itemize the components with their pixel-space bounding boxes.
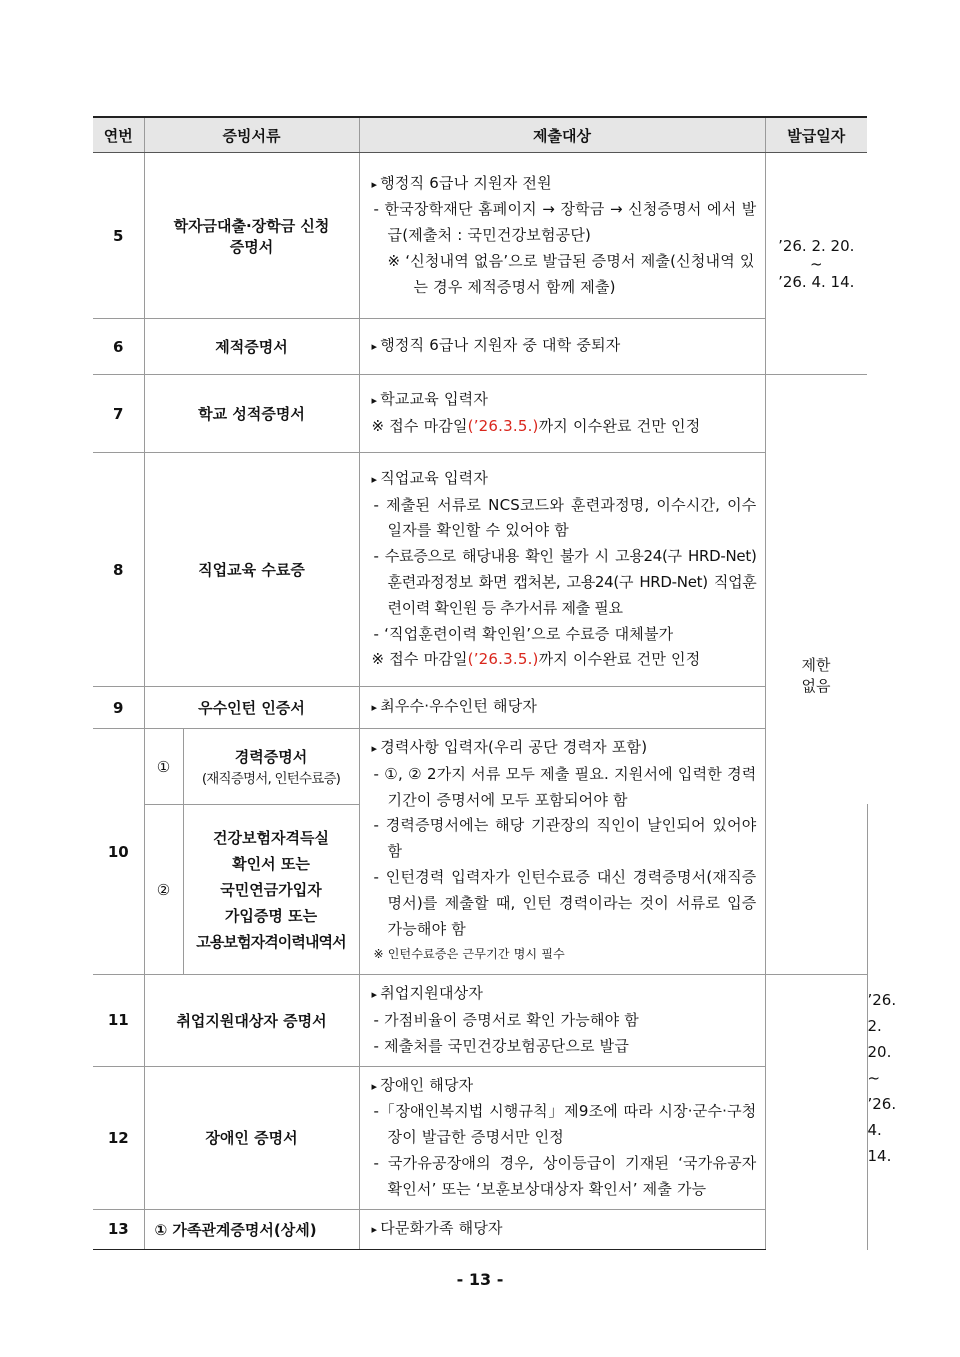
target-line: - 경력증명서에는 해당 기관장의 직인이 날인되어 있어야 함 — [373, 816, 757, 861]
header-target: 제출대상 — [359, 117, 765, 153]
header-no: 연번 — [93, 117, 144, 153]
row-target — [359, 1209, 765, 1249]
target-line: - 제출된 서류로 NCS코드와 훈련과정명, 이수시간, 이수일자를 확인할 수 있어야 함 — [373, 495, 757, 540]
deadline-date: (’26.3.5.) — [467, 417, 539, 435]
target-line: - 가점비율이 증명서로 확인 가능해야 함 — [373, 1010, 639, 1029]
table-row — [93, 729, 867, 805]
target-line: - ①, ② 2가지 서류 모두 제출 필요. 지원서에 입력한 경력기간이 증명서에 모두 포함되어야 함 — [373, 764, 757, 809]
table-header-row — [93, 117, 867, 153]
sub-number: ② — [144, 805, 183, 975]
doc-line: 건강보험자격득실 — [213, 828, 329, 847]
row-no: 5 — [93, 153, 144, 319]
row-target — [359, 687, 765, 729]
row-target — [359, 1066, 765, 1209]
target-line: - 제출처를 국민건강보험공단으로 발급 — [373, 1036, 630, 1055]
date-line: ~ — [809, 254, 823, 273]
table-row: ② 건강보험자격득실 확인서 또는 국민연금가입자 가입증명 또는 고용보험자격이력내역서 ’26. 2. 20. ~ ’26. 4. 14. — [93, 805, 867, 975]
target-line: ▸ 행정직 6급나 지원자 중 대학 중퇴자 — [372, 333, 757, 360]
date-line: ’26. 4. 14. — [778, 272, 855, 291]
table-row — [93, 687, 867, 729]
note-text: 까지 이수완료 건만 인정 — [538, 650, 701, 669]
target-line: - ‘직업훈련이력 확인원’으로 수료증 대체불가 — [373, 624, 674, 643]
table-row — [93, 1066, 867, 1209]
table-row — [93, 453, 867, 687]
row-target — [359, 153, 765, 319]
row-no: 6 — [93, 319, 144, 375]
target-line: ▸ 다문화가족 해당자 — [372, 1216, 757, 1243]
row-target — [359, 729, 765, 975]
target-line — [372, 647, 757, 673]
doc-line: 고용보험자격이력내역서 — [196, 932, 346, 951]
target-line: ※ ‘신청내역 없음’으로 발급된 증명서 제출(신청내역 있는 경우 제적증명서 함께 제출) — [387, 251, 755, 296]
table-row — [93, 375, 867, 453]
row-doc: 취업지원대상자 증명서 — [144, 975, 359, 1066]
target-line: - 인턴경력 입력자가 인턴수료증 대신 경력증명서(재직증명서)를 제출할 때, 인턴 경력이라는 것이 서류로 입증 가능해야 함 — [373, 867, 757, 938]
target-line: ▸ 학교교육 입력자 — [372, 387, 757, 414]
doc-line: 학자금대출·장학금 신청 — [173, 216, 330, 235]
note-text: ※ 접수 마감일 — [371, 417, 468, 435]
issue-date — [765, 153, 867, 375]
target-line: ▸ 장애인 해당자 — [372, 1073, 757, 1100]
target-line: ▸ 직업교육 입력자 — [372, 466, 757, 493]
row-doc: ① 가족관계증명서(상세) — [144, 1209, 359, 1249]
header-doc: 증빙서류 — [144, 117, 359, 153]
target-line: ▸ 경력사항 입력자(우리 공단 경력자 포함) — [372, 735, 757, 762]
row-doc — [183, 729, 359, 805]
target-line: ▸ 최우수·우수인턴 해당자 — [372, 694, 757, 721]
row-doc — [183, 805, 359, 975]
evidence-documents-table — [93, 116, 897, 1250]
doc-line: 가입증명 또는 — [224, 906, 318, 925]
date-line: 제한 — [801, 655, 831, 674]
row-doc: 우수인턴 인증서 — [144, 687, 359, 729]
target-line: ▸ 취업지원대상자 — [372, 981, 757, 1008]
row-target — [359, 975, 765, 1066]
row-doc: 장애인 증명서 — [144, 1066, 359, 1209]
header-date: 발급일자 — [765, 117, 867, 153]
target-line — [372, 414, 757, 440]
row-target — [359, 453, 765, 687]
note-text: 까지 이수완료 건만 인정 — [538, 417, 701, 435]
doc-line: (재직증명서, 인턴수료증) — [201, 771, 341, 787]
row-target — [359, 375, 765, 453]
target-line: - 수료증으로 해당내용 확인 불가 시 고용24(구 HRD-Net) 훈련과정정보 화면 캡처본, 고용24(구 HRD-Net) 직업훈련이력 확인원 등 추가서류 제출 필요 — [373, 547, 757, 617]
row-target — [359, 319, 765, 375]
row-no: 9 — [93, 687, 144, 729]
row-no: 11 — [93, 975, 144, 1066]
target-line: ▸ 행정직 6급나 지원자 전원 — [372, 171, 757, 198]
date-line: 없음 — [801, 676, 831, 695]
date-line: ’26. 2. 20. — [778, 236, 855, 255]
table-row — [93, 319, 867, 375]
table-row — [93, 153, 867, 319]
table-row — [93, 975, 867, 1066]
row-no: 8 — [93, 453, 144, 687]
page-number: - 13 - — [456, 1270, 504, 1289]
row-no: 10 — [93, 729, 144, 975]
doc-line: 증명서 — [229, 237, 274, 256]
note-text: ※ 접수 마감일 — [371, 650, 468, 669]
target-line: ※ 인턴수료증은 근무기간 명시 필수 — [373, 947, 565, 962]
doc-line: 경력증명서 — [234, 748, 308, 766]
row-doc: 제적증명서 — [144, 319, 359, 375]
row-doc: 직업교육 수료증 — [144, 453, 359, 687]
row-doc: 학교 성적증명서 — [144, 375, 359, 453]
deadline-date: (’26.3.5.) — [467, 650, 539, 669]
sub-number: ① — [144, 729, 183, 805]
doc-line: 확인서 또는 — [232, 854, 310, 873]
row-doc — [144, 153, 359, 319]
table-row — [93, 1209, 867, 1249]
issue-date — [765, 375, 867, 975]
target-line: -「장애인복지법 시행규칙」제9조에 따라 시장·군수·구청장이 발급한 증명서만 인정 — [373, 1102, 757, 1147]
target-line: - 한국장학재단 홈페이지 → 장학금 → 신청증명서 에서 발급(제출처 : 국민건강보험공단) — [373, 200, 757, 245]
row-no: 7 — [93, 375, 144, 453]
row-no: 13 — [93, 1209, 144, 1249]
row-no: 12 — [93, 1066, 144, 1209]
target-line: - 국가유공장애의 경우, 상이등급이 기재된 ‘국가유공자 확인서’ 또는 ‘보훈보상대상자 확인서’ 제출 가능 — [373, 1153, 757, 1198]
doc-line: 국민연금가입자 — [220, 880, 322, 899]
